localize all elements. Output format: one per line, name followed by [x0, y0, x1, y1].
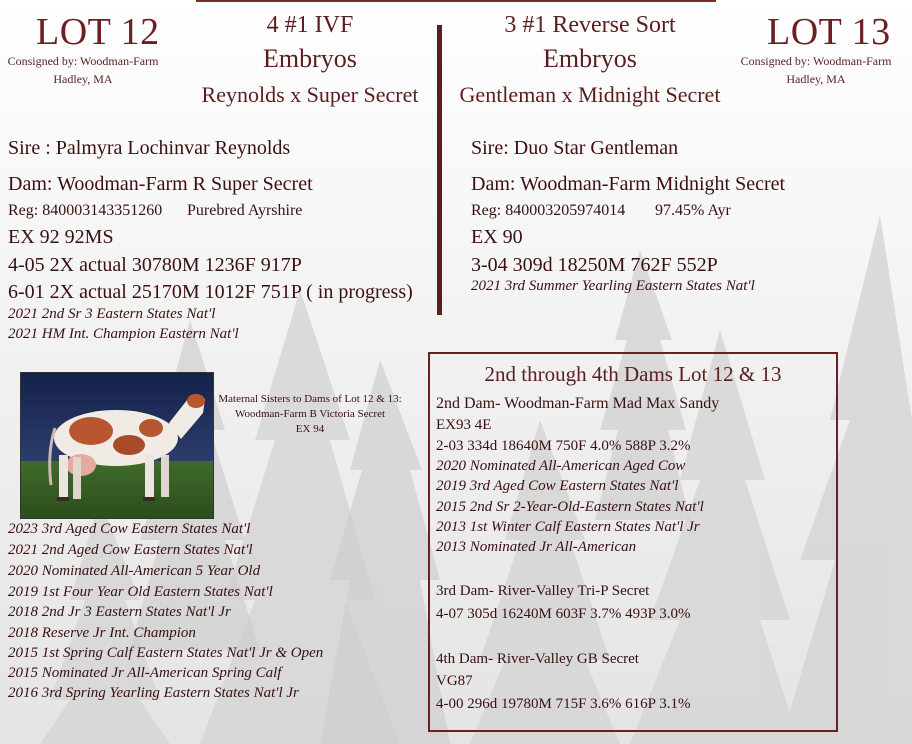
third-dam-record: 4-07 305d 16240M 603F 3.7% 493P 3.0% — [436, 606, 691, 622]
second-dam-award-5: 2013 Nominated Jr All-American — [436, 539, 637, 555]
second-dam-score: EX93 4E — [436, 417, 492, 433]
lot13-sire: Sire: Duo Star Gentleman — [471, 137, 679, 159]
center-divider — [437, 25, 442, 315]
achievement-4: 2019 1st Four Year Old Eastern States Nat'l — [8, 584, 273, 600]
achievement-3: 2020 Nominated All-American 5 Year Old — [8, 563, 261, 579]
dams-box — [428, 352, 838, 732]
photo-caption-2: Woodman-Farm B Victoria Secret — [234, 408, 386, 420]
achievement-6: 2018 Reserve Jr Int. Champion — [8, 625, 196, 641]
lot12-location: Hadley, MA — [53, 72, 113, 86]
fourth-dam-score: VG87 — [436, 673, 473, 689]
lot13-location: Hadley, MA — [786, 72, 846, 86]
lot13-award-1: 2021 3rd Summer Yearling Eastern States Nat'l — [471, 278, 755, 294]
lot12-score: EX 92 92MS — [8, 226, 114, 248]
lot13-consigned: Consigned by: Woodman-Farm — [740, 54, 892, 68]
lot12-embryo-word: Embryos — [263, 44, 357, 73]
achievement-1: 2023 3rd Aged Cow Eastern States Nat'l — [8, 521, 251, 537]
top-rule — [196, 0, 716, 2]
cow-photo — [20, 372, 214, 519]
second-dam-award-3: 2015 2nd Sr 2-Year-Old-Eastern States Nat'l — [436, 499, 704, 515]
lot13-breed: 97.45% Ayr — [655, 202, 731, 219]
photo-caption-1: Maternal Sisters to Dams of Lot 12 & 13: — [218, 393, 402, 405]
fourth-dam-record: 4-00 296d 19780M 715F 3.6% 616P 3.1% — [436, 696, 691, 712]
photo-caption-3: EX 94 — [295, 423, 325, 435]
lot12-record1: 4-05 2X actual 30780M 1236F 917P — [8, 254, 302, 276]
lot12-award-1: 2021 2nd Sr 3 Eastern States Nat'l — [8, 306, 216, 322]
second-dam-award-2: 2019 3rd Aged Cow Eastern States Nat'l — [436, 478, 679, 494]
lot12-reg: Reg: 840003143351260 — [8, 202, 163, 219]
lot13-embryo-word: Embryos — [543, 44, 637, 73]
achievement-5: 2018 2nd Jr 3 Eastern States Nat'l Jr — [8, 604, 231, 620]
second-dam-award-4: 2013 1st Winter Calf Eastern States Nat'l Jr — [436, 519, 700, 535]
lot12-consigned: Consigned by: Woodman-Farm — [7, 54, 159, 68]
achievement-9: 2016 3rd Spring Yearling Eastern States Nat'l Jr — [8, 685, 299, 701]
lot12-dam: Dam: Woodman-Farm R Super Secret — [8, 173, 313, 195]
achievement-2: 2021 2nd Aged Cow Eastern States Nat'l — [8, 542, 253, 558]
lot13-reg: Reg: 840003205974014 — [471, 202, 626, 219]
lot13-label: LOT 13 — [767, 11, 891, 53]
second-dam-award-1: 2020 Nominated All-American Aged Cow — [436, 458, 686, 474]
lot13-dam: Dam: Woodman-Farm Midnight Secret — [471, 173, 786, 195]
lot12-sire: Sire : Palmyra Lochinvar Reynolds — [8, 137, 291, 159]
lot12-breed: Purebred Ayrshire — [187, 202, 303, 219]
achievement-7: 2015 1st Spring Calf Eastern States Nat'l Jr & Open — [8, 645, 324, 661]
lot12-award-2: 2021 HM Int. Champion Eastern Nat'l — [8, 326, 239, 342]
second-dam-name: 2nd Dam- Woodman-Farm Mad Max Sandy — [436, 395, 720, 412]
lot13-mating: Gentleman x Midnight Secret — [459, 82, 721, 107]
third-dam-name: 3rd Dam- River-Valley Tri-P Secret — [436, 583, 650, 599]
lot12-mating: Reynolds x Super Secret — [201, 82, 419, 107]
achievement-8: 2015 Nominated Jr All-American Spring Calf — [8, 665, 282, 681]
fourth-dam-name: 4th Dam- River-Valley GB Secret — [436, 651, 639, 667]
lot13-score: EX 90 — [471, 226, 523, 248]
lot12-embryo-count: 4 #1 IVF — [266, 12, 354, 38]
lot13-embryo-count: 3 #1 Reverse Sort — [504, 12, 676, 38]
lot12-record2: 6-01 2X actual 25170M 1012F 751P ( in progress) — [8, 281, 413, 303]
dams-box-title: 2nd through 4th Dams Lot 12 & 13 — [484, 362, 782, 386]
lot13-record1: 3-04 309d 18250M 762F 552P — [471, 254, 718, 276]
lot12-label: LOT 12 — [36, 11, 160, 53]
second-dam-record: 2-03 334d 18640M 750F 4.0% 588P 3.2% — [436, 438, 691, 454]
